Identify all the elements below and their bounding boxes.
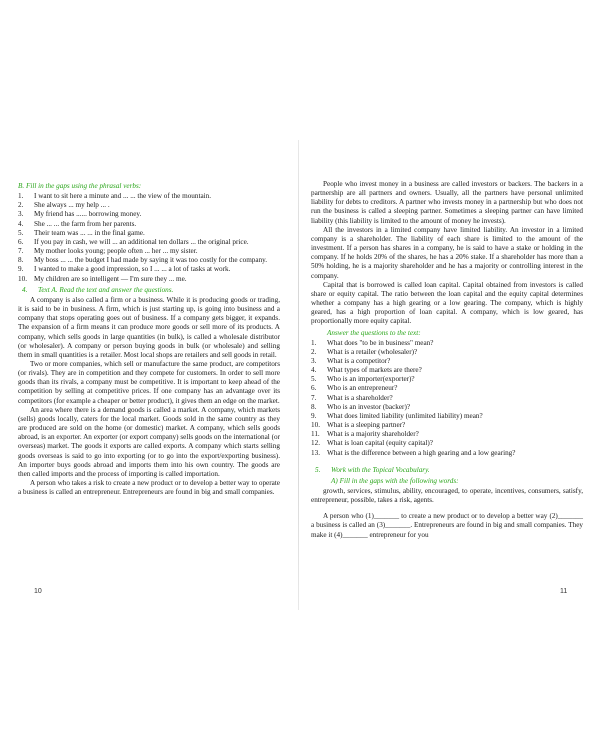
item-number: 5. — [18, 228, 24, 237]
phrasal-verb-item — [18, 210, 280, 219]
item-text: She ... ... the farm from her parents. — [34, 219, 137, 228]
question-item — [311, 449, 583, 458]
item-text: Who is an importer(exporter)? — [327, 375, 415, 384]
left-page — [18, 180, 280, 497]
phrasal-verb-item — [18, 238, 280, 247]
section-b-heading: B. Fill in the gaps using the phrasal verbs: — [18, 182, 142, 190]
phrasal-verb-item — [18, 247, 280, 256]
question-item — [311, 366, 583, 375]
item-number: 5. — [311, 375, 317, 384]
item-number: 9. — [311, 411, 317, 420]
phrasal-verb-item — [18, 192, 280, 201]
section-5-subheading: A) Fill in the gaps with the following words: — [331, 476, 459, 485]
text-a-paragraph-2: Two or more companies, which sell or manufacture the same product, are competitors (or rivals). They are in competition and they compete for customers. In order to sell more goods than its rivals, a company must be competitive. It is important to keep ahead of the competition by selling at competitive prices. If one company has an advantage over its competitors (for example a cheaper or better product), it gives them an edge on the market. — [18, 359, 280, 405]
item-number: 4. — [18, 219, 24, 228]
phrasal-verb-item — [18, 265, 280, 274]
right-paragraph-1: People who invest money in a business are called investors or backers. The backers in a partnership are all partners and owners. Usually, all the partners have personal unlimited liability for debts to creditors. A partner who invests money in a partnership but who does not run the business is called a sleeping partner. Sometimes a sleeping partner can have limited liability (this liability is limited to the amount of money he invests). — [311, 180, 583, 225]
item-text: Their team was ... ... in the final game. — [34, 228, 145, 237]
item-number: 6. — [18, 237, 24, 246]
item-number: 1. — [311, 338, 317, 347]
right-paragraph-3: Capital that is borrowed is called loan capital. Capital obtained from investors is called share or equity capital. The ratio between the loan capital and the equity capital determines whether a company has a high gearing or a low gearing. The company, which is highly geared, has a high proportion of loan capital. A company, which is low geared, has proportionally more equity capital. — [311, 280, 583, 326]
item-number: 13. — [311, 448, 320, 457]
right-paragraph-2: All the investors in a limited company have limited liability. An investor in a limited company is a shareholder. The liability of each share is limited to the amount of the investment. If a person has shares in a company, he is said to have a stake or holding in the company. If he holds 20% of the shares, he has a 20% stake. If a shareholder has more than a 50% holding, he is a majority shareholder and he has a majority or controlling interest in the company. — [311, 225, 583, 280]
item-text: My mother looks young; people often ... her ... my sister. — [34, 247, 198, 256]
question-item — [311, 403, 583, 412]
section-4-heading — [18, 286, 280, 295]
item-text: What does limited liability (unlimited liability) mean? — [327, 411, 483, 420]
item-number: 10. — [311, 421, 320, 430]
question-item — [311, 357, 583, 366]
phrasal-verb-item — [18, 256, 280, 265]
page-number-right: 11 — [560, 588, 568, 595]
vocabulary-words: growth, services, stimulus, ability, encouraged, to operate, incentives, consumers, satisfy, entrepreneur, possible, takes a risk, agents. — [311, 487, 583, 505]
phrasal-verbs-list — [18, 192, 280, 284]
item-text: What is a majority shareholder? — [327, 430, 419, 439]
item-text: My children are so intelligent — I'm sure they ... me. — [34, 274, 187, 283]
question-item — [311, 384, 583, 393]
phrasal-verb-item — [18, 220, 280, 229]
question-item — [311, 348, 583, 357]
item-text: Who is an entrepreneur? — [327, 384, 398, 393]
item-text: I want to sit here a minute and ... ... the view of the mountain. — [34, 192, 212, 201]
item-text: If you pay in cash, we will ... an additional ten dollars ... the original price. — [34, 237, 249, 246]
text-a-paragraph-3: An area where there is a demand goods is called a market. A company, which markets (sells) goods locally, caters for the local market. Goods sold in the same country as they are produced are sold on the home (or domestic) market. A company, which sells goods abroad, is an exporter. An exporter (or export company) sells goods on the international (or overseas) market. The goods it exports are called exports. A company which starts selling goods overseas is said to go into exporting (or to go into the export/exporting business). An importer buys goods abroad and imports them into his own country. The goods are then called imports and the process of importing is called importation. — [18, 405, 280, 478]
section-5-number: 5. — [315, 465, 321, 474]
question-item — [311, 439, 583, 448]
item-text: What is a sleeping partner? — [327, 421, 406, 430]
item-text: What is a retailer (wholesaler)? — [327, 347, 418, 356]
item-number: 10. — [18, 274, 27, 283]
item-number: 8. — [311, 402, 317, 411]
item-number: 7. — [18, 247, 24, 256]
item-number: 2. — [311, 347, 317, 356]
phrasal-verb-item — [18, 229, 280, 238]
question-item — [311, 339, 583, 348]
item-number: 2. — [18, 201, 24, 210]
item-text: My friend has ...... borrowing money. — [34, 210, 142, 219]
item-text: My boss ... ... the budget I had made by saying it was too costly for the company. — [34, 256, 268, 265]
page-number-left: 10 — [34, 588, 42, 595]
item-number: 1. — [18, 192, 24, 201]
item-number: 12. — [311, 439, 320, 448]
right-page — [311, 180, 583, 540]
section-5-heading — [311, 466, 583, 475]
questions-list — [311, 339, 583, 458]
item-number: 8. — [18, 256, 24, 265]
item-text: She always ... my help ... . — [34, 201, 110, 210]
item-text: I wanted to make a good impression, so I ... ... a lot of tasks at work. — [34, 265, 231, 274]
question-item — [311, 412, 583, 421]
item-text: What does "to be in business" mean? — [327, 338, 434, 347]
item-number: 6. — [311, 384, 317, 393]
item-text: What types of markets are there? — [327, 366, 422, 375]
text-a-paragraph-1: A company is also called a firm or a business. While it is producing goods or trading, it is said to be in business. A firm, which is just starting up, is going into business and a company that stops operating goes out of business. If a company gets bigger, it expands. The expansion of a firm means it can produce more goods or sell more of its products. A company, which sells goods in large quantities (in bulk), is called a wholesale distributor (or wholesaler). A company or person buying goods in bulk (or wholesale) and selling them in small quantities is a retailer. Most local shops are retailers and sell goods in retail. — [18, 295, 280, 359]
item-number: 9. — [18, 265, 24, 274]
item-number: 11. — [311, 430, 320, 439]
item-number: 4. — [311, 366, 317, 375]
question-item — [311, 394, 583, 403]
item-text: Who is an investor (backer)? — [327, 402, 411, 411]
item-number: 7. — [311, 393, 317, 402]
gap-fill-text: A person who (1)_______ to create a new product or to develop a better way (2)_______ a business is called an (3)_______. Entrepreneurs are found in big and small companies. They make it (4)_______ entrepreneur for you — [311, 512, 583, 539]
section-4-title: Text A. Read the text and answer the questions. — [38, 285, 174, 294]
phrasal-verb-item — [18, 201, 280, 210]
item-text: What is a shareholder? — [327, 393, 393, 402]
question-item — [311, 421, 583, 430]
questions-heading: Answer the questions to the text: — [327, 328, 421, 337]
item-text: What is the difference between a high gearing and a low gearing? — [327, 448, 516, 457]
phrasal-verb-item — [18, 275, 280, 284]
item-number: 3. — [18, 210, 24, 219]
item-text: What is loan capital (equity capital)? — [327, 439, 433, 448]
question-item — [311, 375, 583, 384]
question-item — [311, 430, 583, 439]
item-number: 3. — [311, 356, 317, 365]
section-4-number: 4. — [22, 285, 28, 294]
text-a-paragraph-4: A person who takes a risk to create a new product or to develop a better way to operate a business is called an entrepreneur. Entrepreneurs are found in big and small companies. — [18, 479, 280, 497]
item-text: What is a competitor? — [327, 356, 391, 365]
section-5-title: Work with the Topical Vocabulary. — [331, 465, 430, 474]
gutter-shadow — [298, 140, 299, 610]
